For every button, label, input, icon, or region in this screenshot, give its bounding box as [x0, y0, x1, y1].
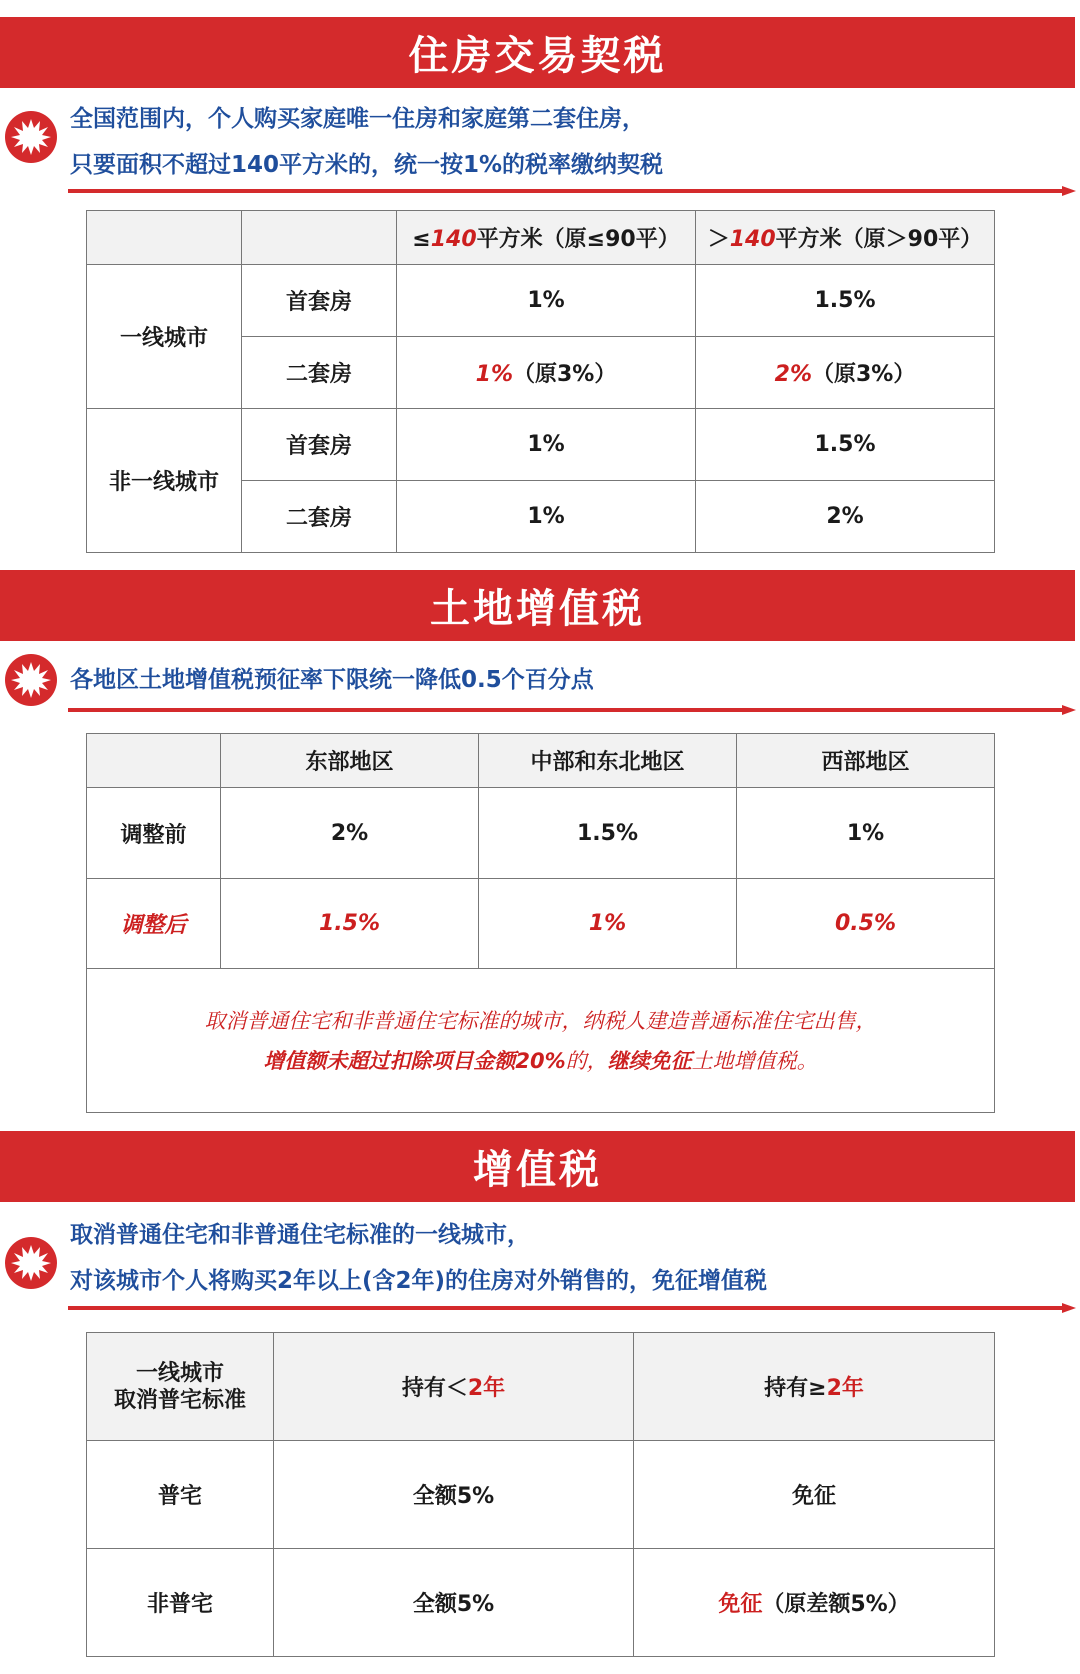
rate-cell: 1%	[397, 481, 696, 553]
region-header: 东部地区	[221, 734, 479, 788]
rate-cell: 1%	[397, 409, 696, 481]
note-mid: 的，	[565, 1048, 608, 1073]
old-rate: （原差额5%）	[762, 1592, 910, 1617]
section2-intro	[70, 657, 594, 703]
col-large-suffix: 平方米（原＞90平）	[775, 227, 983, 252]
deed-tax-corner-cell-2	[242, 211, 397, 265]
table-row	[87, 879, 995, 969]
section2-title: 土地增值税	[430, 586, 645, 632]
table-row	[87, 1441, 995, 1549]
corner-line2: 取消普宅标准	[113, 1387, 246, 1413]
note-bold2: 继续免征	[607, 1048, 692, 1073]
house-type-label: 二套房	[242, 481, 397, 553]
house-type-label: 首套房	[242, 409, 397, 481]
rate-cell: 2%	[696, 481, 995, 553]
col-small-suffix: 平方米（原≤90平）	[476, 227, 680, 252]
starburst-badge-icon	[4, 653, 58, 707]
deed-tax-corner-cell	[87, 211, 242, 265]
section2-banner	[0, 570, 1075, 641]
holding-short-header	[274, 1333, 634, 1441]
deed-tax-header-row	[87, 211, 995, 265]
col-small-prefix: ≤	[412, 227, 431, 252]
vat-table	[86, 1332, 995, 1657]
deed-tax-col-small	[397, 211, 696, 265]
rate-cell: 1%	[397, 265, 696, 337]
vat-corner-cell	[87, 1333, 274, 1441]
red-arrow-line	[68, 1303, 1076, 1313]
holding-years: 2年	[467, 1376, 506, 1401]
after-label: 调整后	[87, 879, 221, 969]
rate-cell: 1.5%	[221, 879, 479, 969]
vat-cell: 全额5%	[274, 1549, 634, 1657]
vat-cell: 全额5%	[274, 1441, 634, 1549]
holding-years: 2年	[826, 1376, 864, 1401]
section1-intro	[70, 96, 663, 188]
new-rate: 2%	[774, 362, 812, 387]
note-bold1: 增值额未超过扣除项目金额20%	[263, 1048, 566, 1073]
section3-intro-line1: 取消普通住宅和非普通住宅标准的一线城市，	[70, 1222, 530, 1248]
table-row	[87, 788, 995, 879]
new-rate: 1%	[475, 362, 513, 387]
new-rate: 免征	[718, 1592, 763, 1617]
table-row	[87, 1549, 995, 1657]
rate-cell: 1.5%	[696, 265, 995, 337]
section1-intro-line1: 全国范围内，个人购买家庭唯一住房和家庭第二套住房，	[70, 106, 645, 132]
house-type-label: 首套房	[242, 265, 397, 337]
rate-cell: 1.5%	[696, 409, 995, 481]
rate-cell: 0.5%	[737, 879, 995, 969]
col-small-num: 140	[430, 227, 477, 252]
red-arrow-line	[68, 705, 1076, 715]
deed-tax-table	[86, 210, 995, 553]
rate-cell: 2%	[221, 788, 479, 879]
section2-intro-line: 各地区土地增值税预征率下限统一降低0.5个百分点	[70, 667, 594, 693]
note-end: 土地增值税。	[691, 1048, 818, 1073]
deed-tax-col-large	[696, 211, 995, 265]
housing-type-label: 非普宅	[87, 1549, 274, 1657]
land-vat-table	[86, 733, 995, 1113]
section1-banner	[0, 17, 1075, 88]
city-tier-label: 一线城市	[87, 265, 242, 409]
col-large-prefix: ＞	[707, 227, 730, 252]
vat-cell: 免征	[634, 1441, 995, 1549]
before-label: 调整前	[87, 788, 221, 879]
col-large-num: 140	[729, 227, 776, 252]
red-arrow-line	[68, 186, 1076, 196]
holding-prefix: 持有＜	[401, 1376, 468, 1401]
region-header: 西部地区	[737, 734, 995, 788]
starburst-badge-icon	[4, 110, 58, 164]
table-row	[87, 265, 995, 337]
rate-cell: 1.5%	[479, 788, 737, 879]
vat-header-row	[87, 1333, 995, 1441]
rate-cell: 1%	[737, 788, 995, 879]
section1-intro-line2: 只要面积不超过140平方米的，统一按1%的税率缴纳契税	[70, 152, 664, 178]
rate-cell	[696, 337, 995, 409]
vat-cell	[634, 1549, 995, 1657]
old-rate: （原3%）	[812, 362, 916, 387]
note-row	[87, 969, 995, 1113]
holding-long-header	[634, 1333, 995, 1441]
section3-title: 增值税	[473, 1147, 602, 1193]
section3-banner	[0, 1131, 1075, 1202]
rate-cell	[397, 337, 696, 409]
exemption-note	[87, 969, 995, 1113]
corner-line1: 一线城市	[135, 1360, 224, 1386]
land-vat-corner-cell	[87, 734, 221, 788]
section1-title: 住房交易契税	[408, 33, 667, 79]
old-rate: （原3%）	[513, 362, 617, 387]
section3-intro-line2: 对该城市个人将购买2年以上(含2年)的住房对外销售的，免征增值税	[70, 1268, 768, 1294]
city-tier-label: 非一线城市	[87, 409, 242, 553]
region-header: 中部和东北地区	[479, 734, 737, 788]
rate-cell: 1%	[479, 879, 737, 969]
housing-type-label: 普宅	[87, 1441, 274, 1549]
table-row	[87, 409, 995, 481]
starburst-badge-icon	[4, 1236, 58, 1290]
land-vat-header-row	[87, 734, 995, 788]
section3-intro	[70, 1212, 767, 1304]
house-type-label: 二套房	[242, 337, 397, 409]
note-line1: 取消普通住宅和非普通住宅标准的城市，纳税人建造普通标准住宅出售，	[204, 1008, 877, 1033]
holding-prefix: 持有≥	[764, 1376, 827, 1401]
